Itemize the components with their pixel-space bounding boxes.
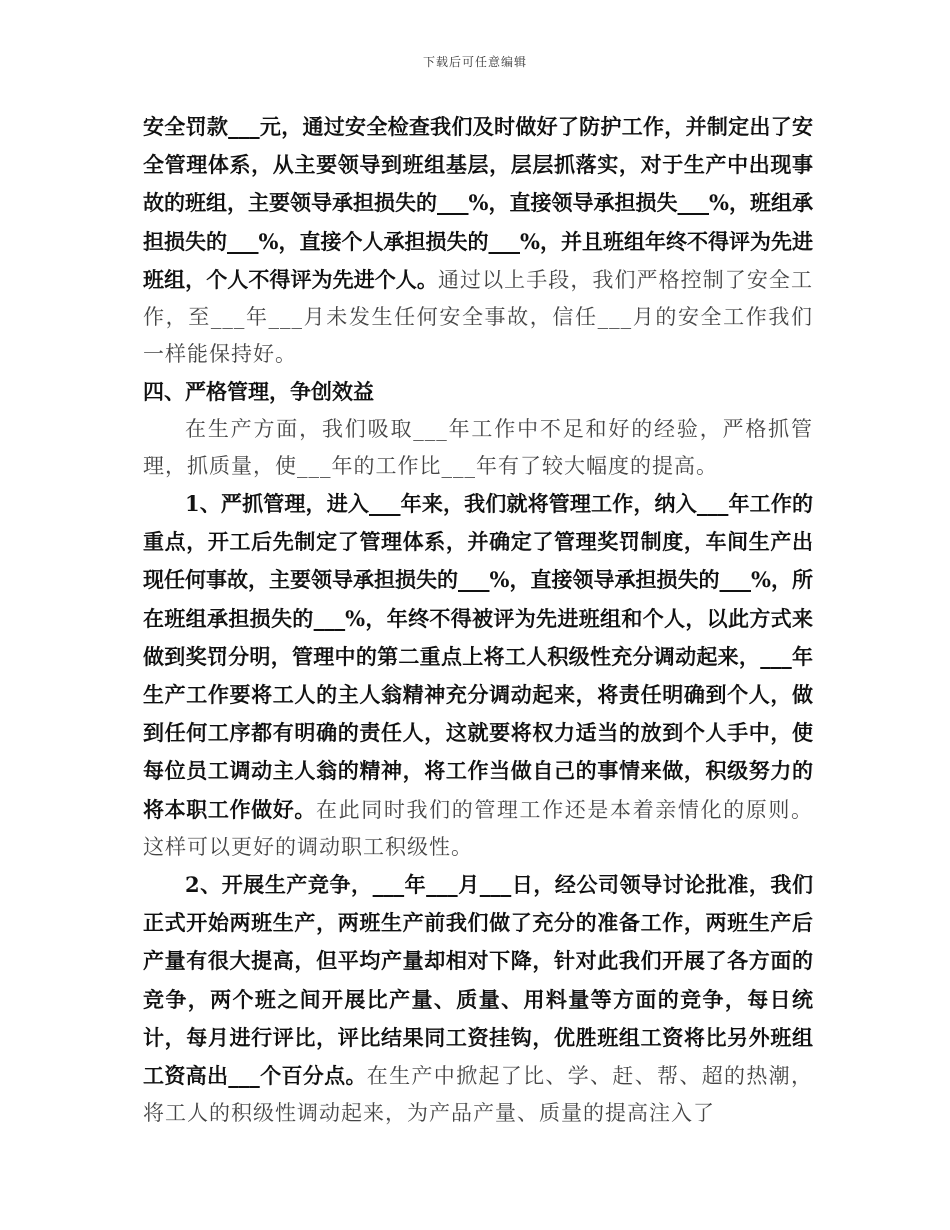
paragraph-production-competition xyxy=(143,866,813,1132)
paragraph-bold-text: 1、严抓管理，进入___年来，我们就将管理工作，纳入___年工作的重点，开工后先制定了管理体系，并确定了管理奖罚制度，车间生产出现任何事故，主要领导承担损失的___%，直接领导承担损失的___%，所在班组承担损失的___%，年终不得被评为先进班组和个人，以此方式来做到奖罚分明，管理中的第二重点上将工人积级性充分调动起来，___年生产工作要将工人的主人翁精神充分调动起来，将责任明确到个人，做到任何工序都有明确的责任人，这就要将权力适当的放到个人手中，使每位员工调动主人翁的精神，将工作当做自己的事情来做，积级努力的将本职工作做好。 xyxy=(143,491,813,822)
page-header: 下载后可任意编辑 xyxy=(422,55,527,69)
paragraph-safety-penalties xyxy=(143,108,813,373)
paragraph-production-intro xyxy=(143,411,813,485)
section-heading: 四、严格管理，争创效益 xyxy=(143,379,374,405)
paragraph-strict-management xyxy=(143,485,813,866)
paragraph-normal-text: 在生产中掀起了比、学、赶、帮、超的热潮，将工人的积级性调动起来，为产品产量、质量的提高注入了 xyxy=(143,1064,814,1126)
paragraph-normal-text: 通过以上手段，我们严格控制了安全工作，至___年___月未发生任何安全事故，信任___月的安全工作我们一样能保持好。 xyxy=(143,267,814,367)
paragraph-normal-text: 在生产方面，我们吸取___年工作中不足和好的经验，严格抓管理，抓质量，使___年的工作比___年有了较大幅度的提高。 xyxy=(143,416,813,478)
paragraph-normal-text: 在此同时我们的管理工作还是本着亲情化的原则。这样可以更好的调动职工积级性。 xyxy=(143,797,814,859)
document-body xyxy=(143,108,813,1132)
paragraph-bold-text: 2、开展生产竞争，___年___月___日，经公司领导讨论批准，我们正式开始两班生产，两班生产前我们做了充分的准备工作，两班生产后产量有很大提高，但平均产量却相对下降，针对此我们开展了各方面的竞争，两个班之间开展比产量、质量、用料量等方面的竞争，每日统计，每月进行评比，评比结果同工资挂钩，优胜班组工资将比另外班组工资高出___个百分点。 xyxy=(143,872,813,1089)
paragraph-bold-text: 安全罚款___元，通过安全检查我们及时做好了防护工作，并制定出了安全管理体系，从主要领导到班组基层，层层抓落实，对于生产中出现事故的班组，主要领导承担损失的___%，直接领导承担损失___%，班组承担损失的___%，直接个人承担损失的___%，并且班组年终不得评为先进班组，个人不得评为先进个人。 xyxy=(143,114,813,292)
